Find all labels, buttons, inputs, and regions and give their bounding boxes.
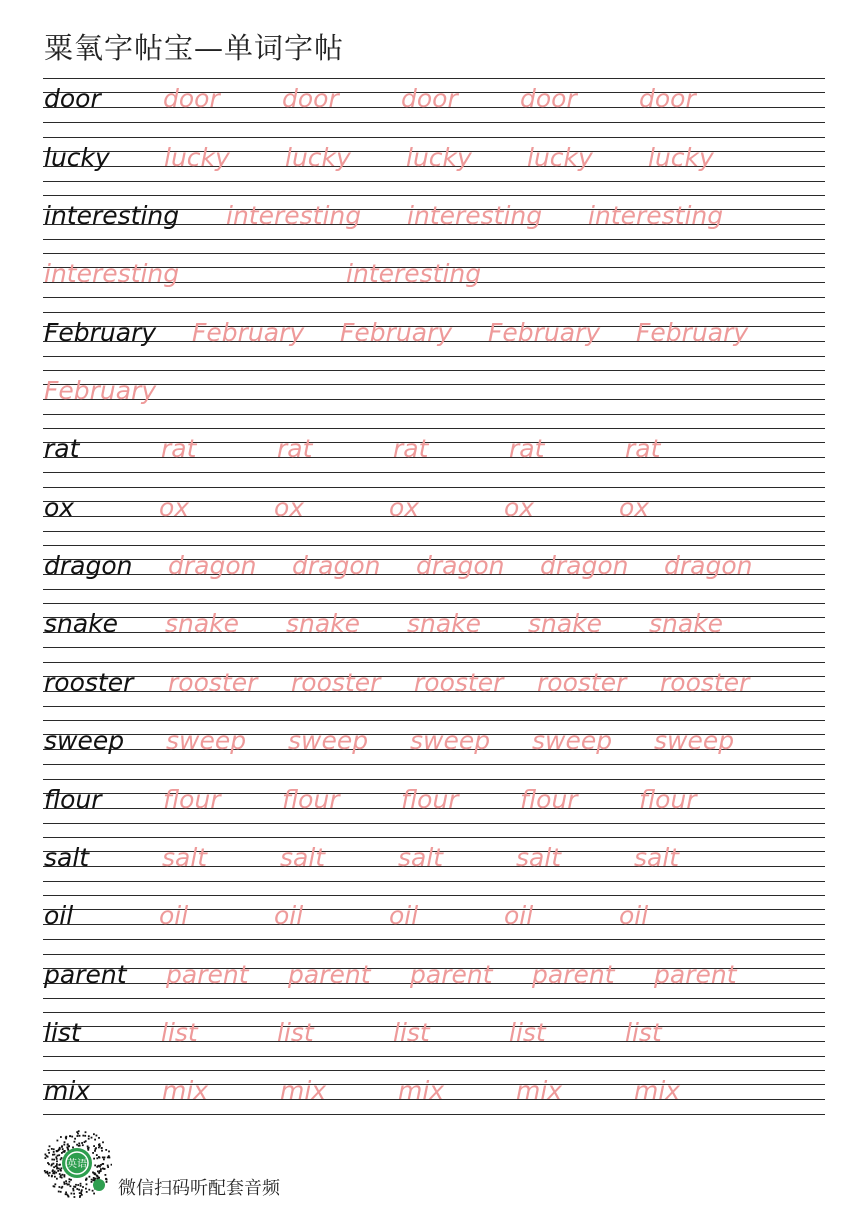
trace-word: flour	[282, 785, 340, 814]
trace-word: list	[161, 1018, 198, 1047]
guide-line	[43, 954, 825, 955]
trace-word: ox	[504, 493, 535, 522]
trace-word: parent	[166, 960, 249, 989]
guide-line	[43, 764, 825, 765]
guide-line	[43, 1070, 825, 1071]
trace-word: sweep	[166, 726, 247, 755]
practice-row	[0, 312, 868, 360]
trace-word: flour	[163, 785, 221, 814]
trace-word: February	[340, 318, 453, 347]
footer-caption: 微信扫码听配套音频	[118, 1178, 280, 1199]
guide-line	[43, 122, 825, 123]
trace-word: sweep	[410, 726, 491, 755]
guide-line	[43, 720, 825, 721]
guide-line	[43, 531, 825, 532]
trace-word: door	[520, 84, 577, 113]
trace-word: February	[44, 376, 157, 405]
guide-line	[43, 239, 825, 240]
guide-line	[43, 647, 825, 648]
practice-row	[0, 662, 868, 710]
trace-word: interesting	[226, 201, 362, 230]
trace-word: dragon	[664, 551, 753, 580]
model-word: lucky	[44, 143, 110, 172]
trace-word: door	[163, 84, 220, 113]
guide-line	[43, 603, 825, 604]
trace-word: snake	[165, 609, 240, 638]
model-word: sweep	[44, 726, 125, 755]
guide-line	[43, 998, 825, 999]
trace-word: dragon	[168, 551, 257, 580]
trace-word: oil	[504, 901, 534, 930]
trace-word: salt	[280, 843, 326, 872]
trace-word: parent	[654, 960, 737, 989]
guide-line	[43, 837, 825, 838]
guide-line	[43, 137, 825, 138]
trace-word: door	[401, 84, 458, 113]
trace-word: sweep	[654, 726, 735, 755]
practice-row	[0, 545, 868, 593]
guide-line	[43, 414, 825, 415]
guide-line	[43, 589, 825, 590]
trace-word: parent	[288, 960, 371, 989]
model-word: oil	[44, 901, 74, 930]
trace-word: February	[192, 318, 305, 347]
practice-row	[0, 253, 868, 301]
guide-line	[43, 779, 825, 780]
practice-row	[0, 1012, 868, 1060]
trace-word: rat	[277, 434, 313, 463]
trace-word: oil	[159, 901, 189, 930]
guide-line	[43, 1012, 825, 1013]
trace-word: salt	[162, 843, 208, 872]
trace-word: dragon	[416, 551, 505, 580]
trace-word: ox	[159, 493, 190, 522]
trace-word: list	[277, 1018, 314, 1047]
trace-word: lucky	[648, 143, 714, 172]
model-word: salt	[44, 843, 90, 872]
model-word: parent	[44, 960, 127, 989]
trace-word: rat	[625, 434, 661, 463]
page-title: 粟氧字帖宝—单词字帖	[44, 31, 345, 65]
trace-word: interesting	[588, 201, 724, 230]
trace-word: list	[393, 1018, 430, 1047]
trace-word: interesting	[44, 259, 180, 288]
trace-word: snake	[407, 609, 482, 638]
trace-word: oil	[389, 901, 419, 930]
trace-word: lucky	[285, 143, 351, 172]
guide-line	[43, 428, 825, 429]
model-word: interesting	[44, 201, 180, 230]
practice-row	[0, 195, 868, 243]
trace-word: ox	[389, 493, 420, 522]
trace-word: mix	[516, 1076, 563, 1105]
trace-word: snake	[649, 609, 724, 638]
trace-word: mix	[634, 1076, 681, 1105]
trace-word: snake	[528, 609, 603, 638]
guide-line	[43, 370, 825, 371]
trace-word: oil	[619, 901, 649, 930]
guide-line	[43, 195, 825, 196]
model-word: rat	[44, 434, 80, 463]
guide-line	[43, 662, 825, 663]
practice-row	[0, 603, 868, 651]
trace-word: rooster	[291, 668, 381, 697]
practice-row	[0, 837, 868, 885]
trace-word: rat	[393, 434, 429, 463]
guide-line	[43, 356, 825, 357]
trace-word: flour	[639, 785, 697, 814]
practice-row	[0, 137, 868, 185]
trace-word: sweep	[532, 726, 613, 755]
trace-word: ox	[619, 493, 650, 522]
trace-word: door	[282, 84, 339, 113]
trace-word: rooster	[660, 668, 750, 697]
trace-word: snake	[286, 609, 361, 638]
trace-word: rat	[161, 434, 197, 463]
model-word: ox	[44, 493, 75, 522]
guide-line	[43, 78, 825, 79]
trace-word: sweep	[288, 726, 369, 755]
guide-line	[43, 253, 825, 254]
trace-word: oil	[274, 901, 304, 930]
model-word: list	[44, 1018, 81, 1047]
trace-word: February	[636, 318, 749, 347]
practice-row	[0, 370, 868, 418]
trace-word: salt	[634, 843, 680, 872]
trace-word: lucky	[527, 143, 593, 172]
practice-row	[0, 78, 868, 126]
guide-line	[43, 939, 825, 940]
guide-line	[43, 297, 825, 298]
guide-line	[43, 1056, 825, 1057]
guide-line	[43, 823, 825, 824]
trace-word: flour	[520, 785, 578, 814]
trace-word: parent	[532, 960, 615, 989]
practice-row	[0, 779, 868, 827]
trace-word: lucky	[164, 143, 230, 172]
guide-line	[43, 1114, 825, 1115]
trace-word: rat	[509, 434, 545, 463]
trace-word: mix	[398, 1076, 445, 1105]
trace-word: mix	[162, 1076, 209, 1105]
trace-word: parent	[410, 960, 493, 989]
trace-word: door	[639, 84, 696, 113]
guide-line	[43, 472, 825, 473]
practice-row	[0, 895, 868, 943]
trace-word: interesting	[407, 201, 543, 230]
trace-word: rooster	[168, 668, 258, 697]
model-word: February	[44, 318, 157, 347]
guide-line	[43, 881, 825, 882]
trace-word: interesting	[346, 259, 482, 288]
qr-code-icon	[42, 1128, 112, 1198]
guide-line	[43, 384, 825, 385]
practice-row	[0, 487, 868, 535]
trace-word: February	[488, 318, 601, 347]
guide-line	[43, 545, 825, 546]
practice-row	[0, 428, 868, 476]
trace-word: mix	[280, 1076, 327, 1105]
practice-row	[0, 1070, 868, 1118]
trace-word: list	[509, 1018, 546, 1047]
trace-word: rooster	[537, 668, 627, 697]
trace-word: lucky	[406, 143, 472, 172]
guide-line	[43, 312, 825, 313]
qr-badge-text: 英语	[67, 1159, 87, 1170]
practice-row	[0, 720, 868, 768]
guide-line	[43, 487, 825, 488]
model-word: mix	[44, 1076, 91, 1105]
guide-line	[43, 895, 825, 896]
trace-word: salt	[516, 843, 562, 872]
guide-line	[43, 706, 825, 707]
trace-word: salt	[398, 843, 444, 872]
model-word: door	[44, 84, 101, 113]
guide-line	[43, 181, 825, 182]
model-word: rooster	[44, 668, 134, 697]
trace-word: flour	[401, 785, 459, 814]
model-word: snake	[44, 609, 119, 638]
model-word: dragon	[44, 551, 133, 580]
model-word: flour	[44, 785, 102, 814]
guide-line	[43, 399, 825, 400]
trace-word: ox	[274, 493, 305, 522]
trace-word: dragon	[292, 551, 381, 580]
trace-word: list	[625, 1018, 662, 1047]
practice-row	[0, 954, 868, 1002]
trace-word: rooster	[414, 668, 504, 697]
trace-word: dragon	[540, 551, 629, 580]
